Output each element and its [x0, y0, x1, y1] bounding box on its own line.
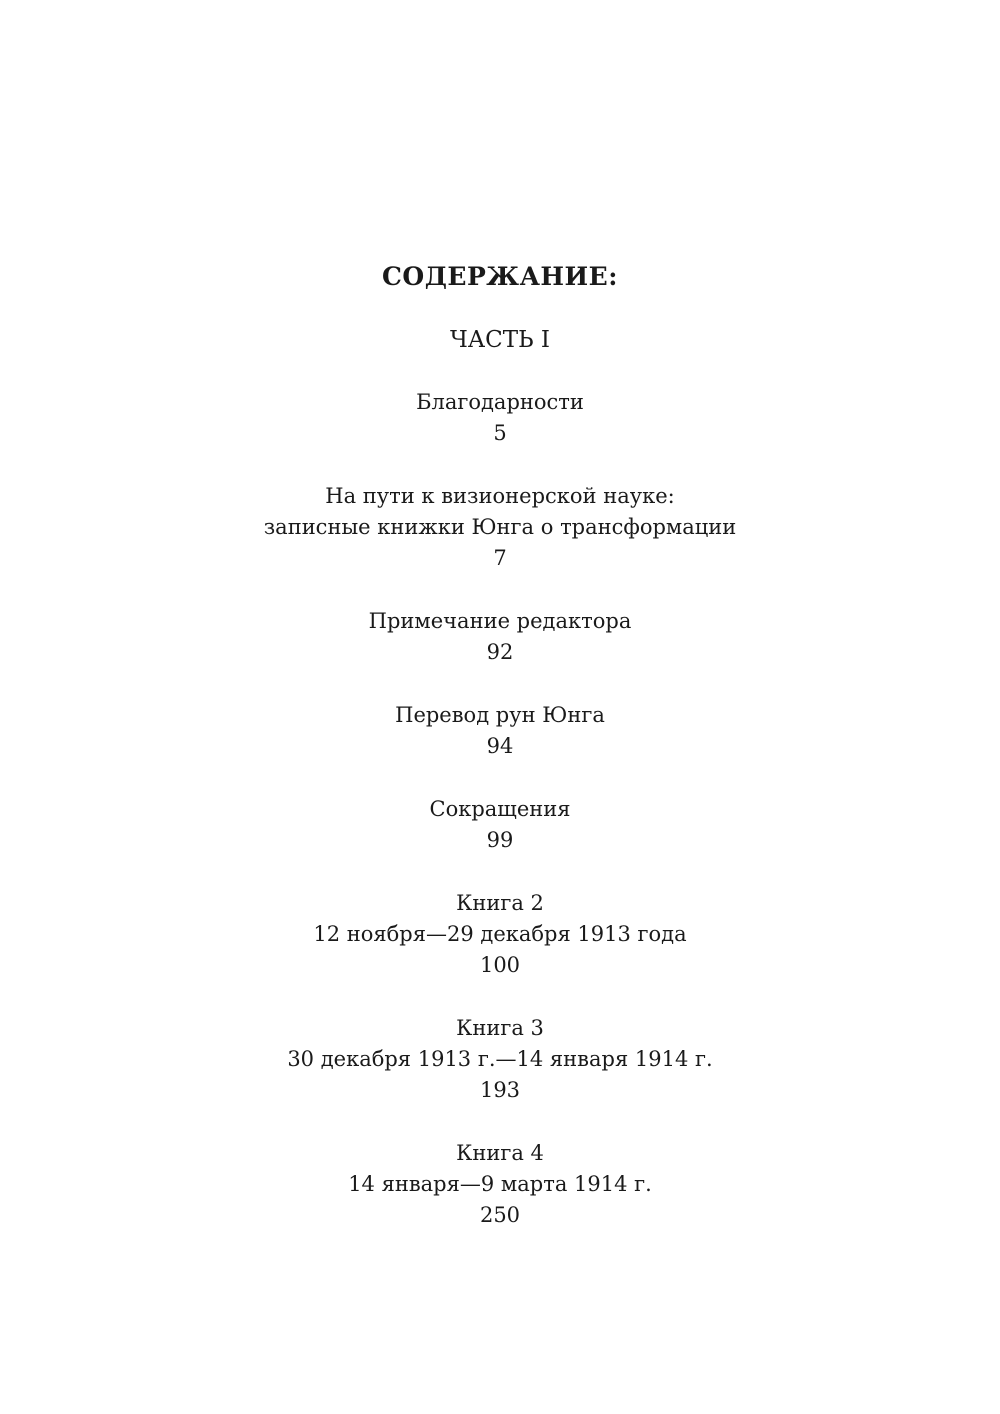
- toc-entry: [0, 700, 1000, 762]
- toc-entries: [0, 387, 1000, 1263]
- entry-title: Перевод рун Юнга: [395, 703, 605, 727]
- entry-page-number: 250: [479, 1203, 521, 1227]
- entry-page-number: 193: [479, 1078, 521, 1102]
- entry-page-number: 100: [479, 953, 521, 977]
- entry-title: Сокращения: [429, 797, 571, 821]
- entry-title: Примечание редактора: [368, 609, 632, 633]
- toc-entry: [0, 1013, 1000, 1106]
- toc-entry: [0, 387, 1000, 449]
- entry-title: На пути к визионерской науке:: [325, 484, 675, 508]
- toc-entry: [0, 888, 1000, 981]
- toc-entry: [0, 1138, 1000, 1231]
- entry-title: Благодарности: [416, 390, 584, 414]
- entry-page-number: 94: [486, 734, 514, 758]
- entry-title: Книга 4: [456, 1141, 544, 1165]
- entry-page-number: 7: [493, 546, 507, 570]
- toc-title: СОДЕРЖАНИЕ:: [382, 262, 618, 291]
- entry-page-number: 99: [486, 828, 514, 852]
- entry-subtitle: 30 декабря 1913 г.—14 января 1914 г.: [287, 1047, 713, 1071]
- part-title: ЧАСТЬ I: [449, 327, 551, 353]
- toc-entry: [0, 794, 1000, 856]
- entry-subtitle: 14 января—9 марта 1914 г.: [348, 1172, 652, 1196]
- entry-page-number: 92: [486, 640, 514, 664]
- entry-page-number: 5: [493, 421, 507, 445]
- entry-subtitle: 12 ноября—29 декабря 1913 года: [313, 922, 687, 946]
- entry-title: Книга 3: [456, 1016, 544, 1040]
- toc-entry: [0, 481, 1000, 574]
- toc-entry: [0, 606, 1000, 668]
- entry-title: Книга 2: [456, 891, 544, 915]
- entry-subtitle: записные книжки Юнга о трансформации: [263, 515, 737, 539]
